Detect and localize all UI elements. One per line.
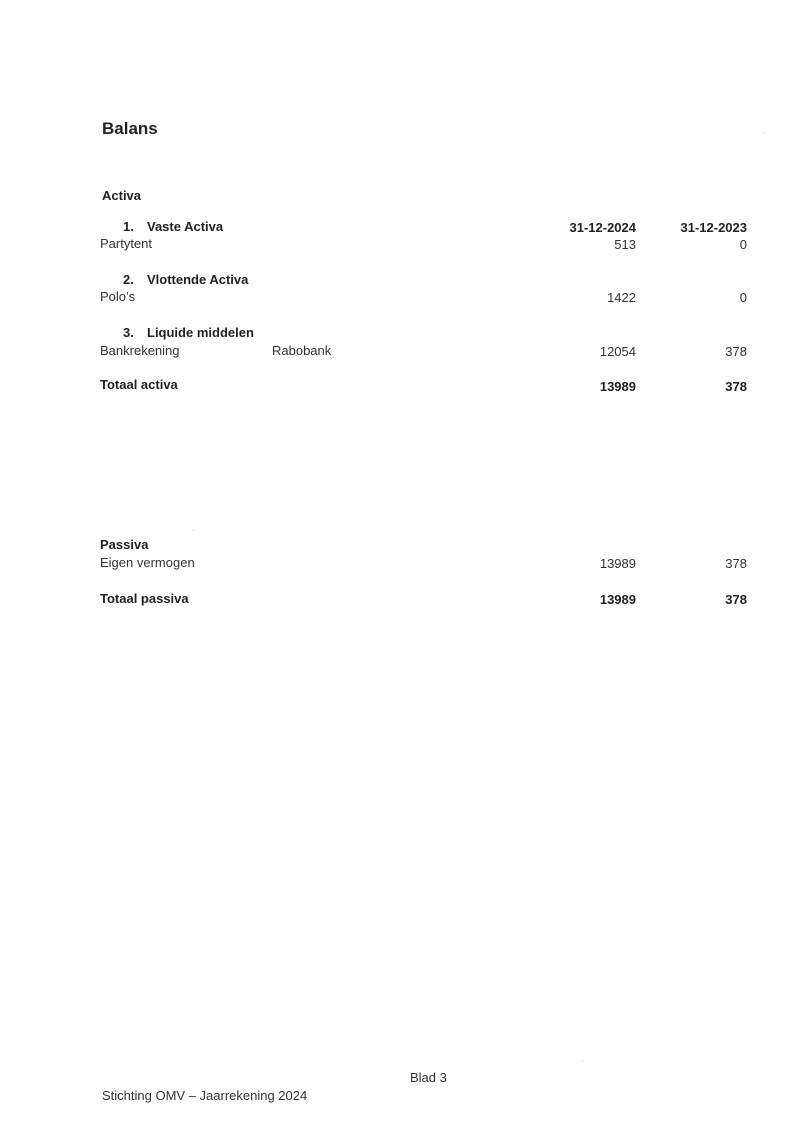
row-value-current: 1422 [607, 290, 636, 305]
scan-speck [193, 530, 194, 531]
scan-speck [582, 1060, 583, 1061]
row-label-eigen-vermogen: Eigen vermogen [100, 555, 195, 570]
scan-speck [763, 132, 764, 133]
row-value-previous: 378 [725, 556, 747, 571]
group-heading-vlottende-activa [123, 272, 248, 287]
row-value-current: 13989 [599, 556, 636, 571]
total-passiva-previous: 378 [725, 592, 747, 607]
column-header-current: 31-12-2024 [569, 220, 636, 235]
total-passiva-label: Totaal passiva [100, 591, 189, 606]
row-label-bankrekening: Bankrekening [100, 343, 180, 358]
row-value-current: 12054 [599, 344, 636, 359]
row-value-previous: 0 [739, 290, 747, 305]
total-activa-current: 13989 [599, 379, 636, 394]
group-title: Vaste Activa [147, 219, 224, 234]
group-heading-liquide-middelen [123, 325, 254, 340]
group-number: 3. [123, 325, 134, 340]
group-number: 1. [123, 219, 134, 234]
group-title: Liquide middelen [147, 325, 254, 340]
row-note-rabobank: Rabobank [272, 343, 332, 358]
total-activa-label: Totaal activa [100, 377, 178, 392]
passiva-heading: Passiva [100, 537, 149, 552]
activa-heading: Activa [102, 188, 142, 203]
total-passiva-current: 13989 [599, 592, 636, 607]
group-title: Vlottende Activa [147, 272, 249, 287]
row-label-partytent: Partytent [100, 236, 153, 251]
page-title: Balans [102, 119, 158, 138]
row-value-previous: 378 [725, 344, 747, 359]
footer-text: Stichting OMV – Jaarrekening 2024 [102, 1088, 308, 1103]
row-label-polos: Polo’s [100, 289, 136, 304]
column-header-previous: 31-12-2023 [680, 220, 747, 235]
group-heading-vaste-activa [123, 219, 223, 234]
page-number: Blad 3 [410, 1070, 447, 1085]
row-value-current: 513 [614, 237, 636, 252]
group-number: 2. [123, 272, 134, 287]
total-activa-previous: 378 [725, 379, 747, 394]
row-value-previous: 0 [739, 237, 747, 252]
